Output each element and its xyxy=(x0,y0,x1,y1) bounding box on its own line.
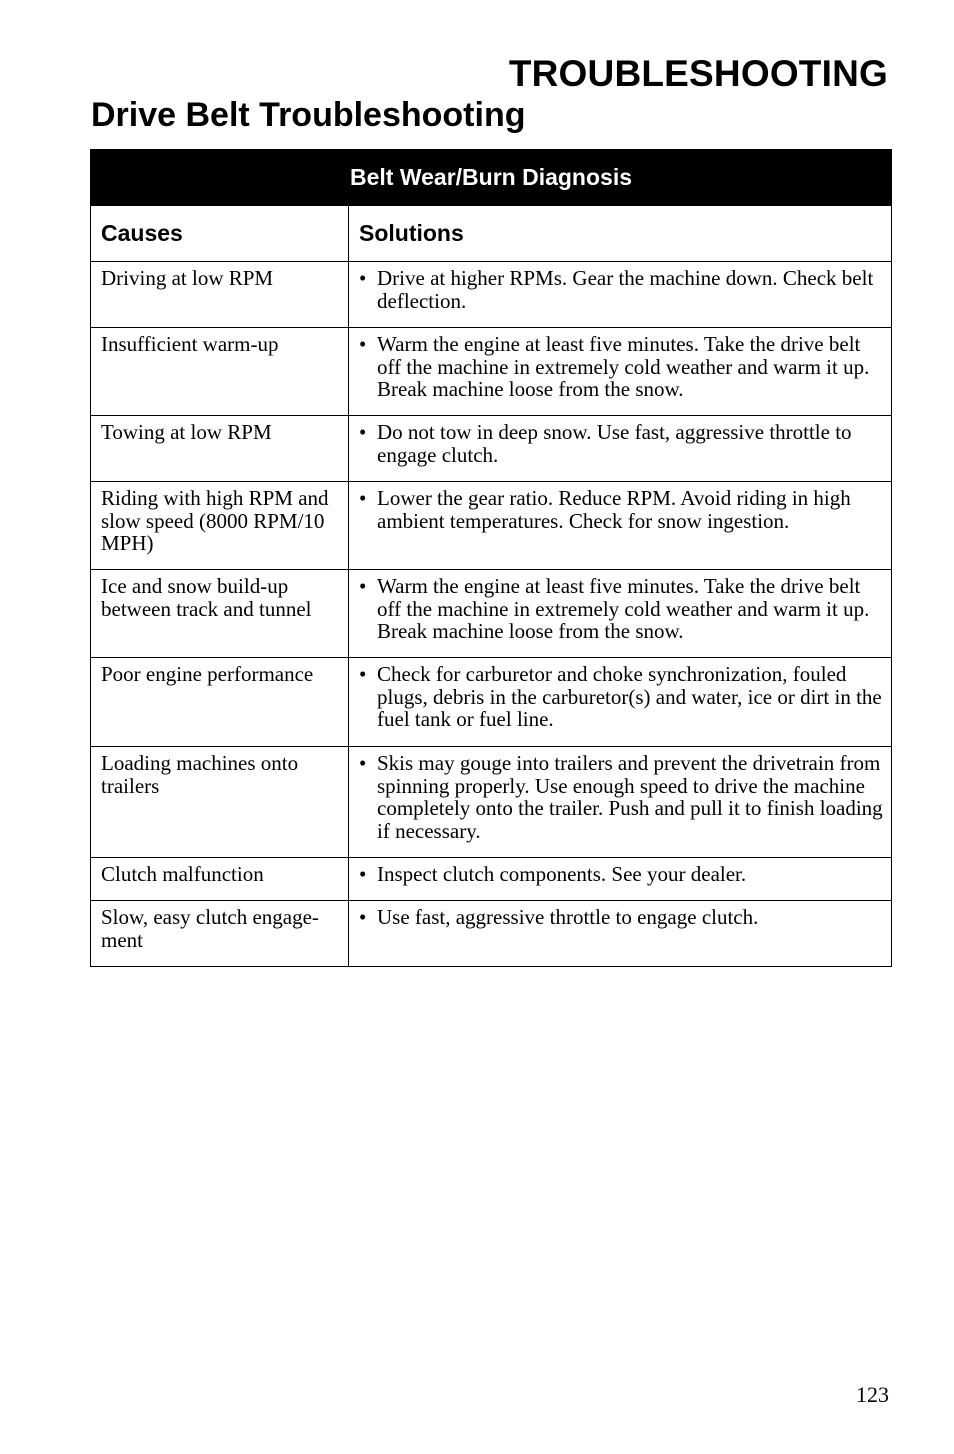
solution-text: Drive at higher RPMs. Gear the machine down. Check belt deflection. xyxy=(377,266,874,313)
cause-cell: Towing at low RPM xyxy=(91,416,349,482)
solution-text: Check for carburetor and choke synchronization, fouled plugs, debris in the carburetor(s) and water, ice or dirt in the fuel tank or fuel line. xyxy=(377,662,882,731)
solution-cell xyxy=(349,747,892,858)
solution-item xyxy=(359,752,883,842)
solution-item xyxy=(359,487,883,532)
solution-text: Skis may gouge into trailers and prevent the drivetrain from spinning properly. Use enough speed to drive the machine completely onto the trailer. Push and pull it to finish loading if necessary. xyxy=(377,751,883,843)
solution-cell xyxy=(349,416,892,482)
column-header-solutions: Solutions xyxy=(349,206,892,262)
solution-cell xyxy=(349,328,892,416)
bullet-icon: • xyxy=(359,420,367,444)
bullet-icon: • xyxy=(359,574,367,598)
bullet-icon: • xyxy=(359,751,367,775)
cause-cell: Insufficient warm-up xyxy=(91,328,349,416)
solution-text: Warm the engine at least five minutes. Take the drive belt off the machine in extremely cold weather and warm it up. Break machine loose from the snow. xyxy=(377,574,870,643)
table-row xyxy=(91,262,892,328)
cause-cell: Loading machines onto trailers xyxy=(91,747,349,858)
solution-item xyxy=(359,863,883,886)
diagnosis-table xyxy=(90,149,892,967)
page-number: 123 xyxy=(856,1382,889,1407)
cause-cell: Poor engine performance xyxy=(91,658,349,747)
section-title: TROUBLESHOOTING xyxy=(508,53,888,94)
solution-text: Warm the engine at least five minutes. Take the drive belt off the machine in extremely cold weather and warm it up. Break machine loose from the snow. xyxy=(377,332,870,401)
solution-text: Inspect clutch components. See your dealer. xyxy=(377,862,747,886)
cause-cell: Riding with high RPM and slow speed (8000 RPM/10 MPH) xyxy=(91,482,349,570)
table-row xyxy=(91,570,892,658)
bullet-icon: • xyxy=(359,662,367,686)
solution-text: Lower the gear ratio. Reduce RPM. Avoid riding in high ambient temperatures. Check for snow ingestion. xyxy=(377,486,851,533)
bullet-icon: • xyxy=(359,332,367,356)
table-row xyxy=(91,747,892,858)
bullet-icon: • xyxy=(359,862,367,886)
page-title: Drive Belt Troubleshooting xyxy=(91,96,526,134)
bullet-icon: • xyxy=(359,905,367,929)
solution-cell xyxy=(349,858,892,901)
solution-item xyxy=(359,575,883,643)
table-row xyxy=(91,416,892,482)
bullet-icon: • xyxy=(359,486,367,510)
column-header-causes: Causes xyxy=(91,206,349,262)
table-header-row xyxy=(91,206,892,262)
solution-text: Do not tow in deep snow. Use fast, aggressive throttle to engage clutch. xyxy=(377,420,852,467)
table-banner-row xyxy=(91,150,892,206)
bullet-icon: • xyxy=(359,266,367,290)
cause-cell: Ice and snow build-up between track and tunnel xyxy=(91,570,349,658)
solution-cell xyxy=(349,901,892,967)
table-row xyxy=(91,858,892,901)
table-row xyxy=(91,901,892,967)
solution-cell xyxy=(349,570,892,658)
solution-cell xyxy=(349,262,892,328)
solution-item xyxy=(359,906,883,929)
solution-item xyxy=(359,333,883,401)
cause-cell: Slow, easy clutch engage-ment xyxy=(91,901,349,967)
table-row xyxy=(91,328,892,416)
cause-cell: Clutch malfunction xyxy=(91,858,349,901)
table-row xyxy=(91,658,892,747)
table-row xyxy=(91,482,892,570)
cause-cell: Driving at low RPM xyxy=(91,262,349,328)
solution-item xyxy=(359,663,883,731)
solution-cell xyxy=(349,482,892,570)
table-banner: Belt Wear/Burn Diagnosis xyxy=(91,150,892,206)
solution-item xyxy=(359,421,883,466)
solution-cell xyxy=(349,658,892,747)
solution-text: Use fast, aggressive throttle to engage clutch. xyxy=(377,905,759,929)
solution-item xyxy=(359,267,883,312)
